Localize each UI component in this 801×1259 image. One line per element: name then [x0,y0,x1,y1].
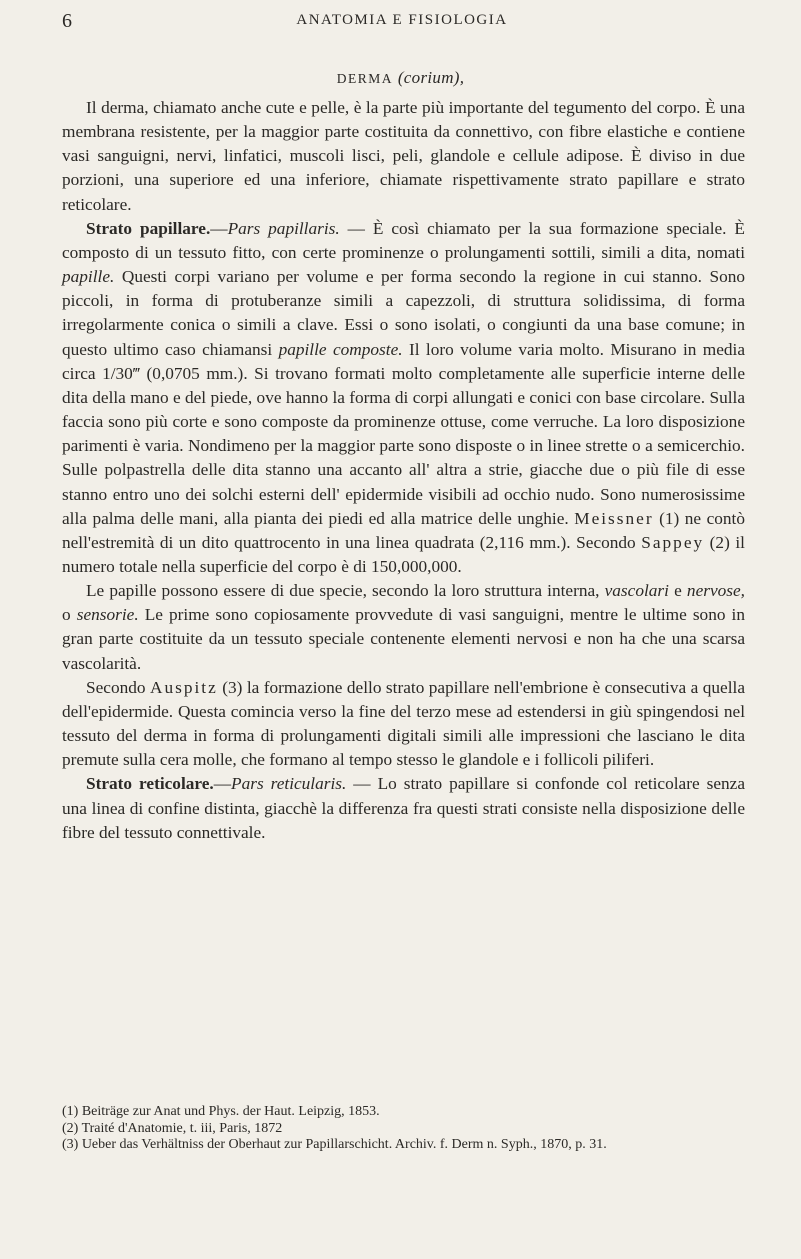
term-papille: papille. [62,267,115,287]
latin-pars-reticularis: Pars reticularis. [231,774,347,794]
text-segment: Il loro volume varia molto. Misurano in media circa 1/30‴ (0,0705 mm.). Si trovano formati molto completamente alle superficie interne delle dita della mano e del piede, ove hanno la forma di corpi allungati e conici con base circolare. Sulla faccia sono più corte e sono composte da prominenze ottuse, come verruche. La loro disposizione parimenti è varia. Nondimeno per la maggior parte sono disposte o in linee strette o a semicerchio. Sulle polpastrella delle dita stanno una accanto all' altra a strie, giacche due o più file di esse stanno entro uno dei solchi esterni dell' epidermide visibili ad occhio nudo. Sono numerosissime alla palma delle mani, alla pianta dei piedi ed alla matrice delle unghie. [62,339,746,528]
author-name-meissner: Meissner [574,508,654,528]
running-head [62,10,742,32]
footnote-2: (2) Traité d'Anatomie, t. iii, Paris, 1872 [62,1120,283,1136]
author-name-auspitz: Auspitz [149,677,218,697]
paragraph-auspitz [62,676,745,773]
text-segment: — Lo strato papillare si confonde col reticolare senza una linea di confine distinta, giacchè la differenza fra questi strati consiste nella disposizione delle fibre del tessuto connettivale. [62,774,745,842]
term-sensorie: sensorie. [76,605,139,625]
text-segment: Le prime sono copiosamente provvedute di vasi sanguigni, mentre le ultime sono in gran parte costituite da un tessuto speciale contenente elementi nervosi e non ha che una scarsa vascolarità. [62,605,745,673]
paragraph-derma-intro: Il derma, chiamato anche cute e pelle, è la parte più importante del tegumento del corpo. È una membrana resistente, per la maggior parte costituita da connettivo, con fibre elastiche e contiene vasi sanguigni, nervi, linfatici, muscoli lisci, peli, glandole e cellule adipose. È diviso in due porzioni, una superiore ed una inferiore, chiamate rispettivamente strato papillare e strato reticolare. [62,98,745,214]
paragraph-papille-specie [62,579,745,676]
text-segment: (1) ne contò nell'estremità di un dito quattrocento in una linea quadrata (2,116 mm.). Secondo [62,508,745,552]
term-vascolari: vascolari [604,581,669,601]
text-segment: (2) il numero totale nella superficie del corpo è di 150,000,000. [62,532,745,576]
text-segment: — È così chiamato per la sua formazione speciale. È composto di un tessuto fitto, con certe prominenze o prolungamenti sottili, simili a dita, nomati [62,218,745,262]
footnote-1: (1) Beiträge zur Anat und Phys. der Haut. Leipzig, 1853. [62,1104,380,1119]
subheading-strato-papillare: Strato papillare. [86,218,211,238]
body-text [62,96,745,845]
text-segment: (3) la formazione dello strato papillare nell'embrione è consecutiva a quella dell'epidermide. Questa comincia verso la fine del terzo mese ad estendersi in giù spingendosi nel tessuto del derma in forma di prolungamenti digitali simili alle impressioni che lasciano le dita premute sulla cera molle, che formano al tempo stesso le glandole e i follicoli piliferi. [62,677,745,770]
paragraph-strato-reticolare [62,772,745,844]
text-segment: e [668,581,687,601]
paragraph-strato-papillare [62,217,745,579]
section-title-latin: (corium), [397,68,465,87]
term-nervose: nervose, [686,581,745,601]
author-name-sappey: Sappey [641,532,705,552]
footnotes [62,1104,745,1154]
latin-pars-papillaris: Pars papillaris. [227,218,340,238]
subheading-dash: — [210,218,228,238]
page-number: 6 [62,10,72,32]
term-papille-composte: papille composte. [278,339,403,359]
text-segment: Le papille possono essere di due specie, secondo la loro struttura interna, [86,581,605,601]
subheading-dash: — [213,774,232,794]
running-title: ANATOMIA E FISIOLOGIA [296,12,508,28]
subheading-strato-reticolare: Strato reticolare. [86,774,214,794]
text-segment: Secondo [86,677,150,697]
text-segment: o [62,605,77,625]
section-title-prefix: DERMA [336,71,393,86]
footnote-3: (3) Ueber das Verhältniss der Oberhaut zur Papillarschicht. Archiv. f. Derm n. Syph., 1870, p. 31. [62,1137,607,1153]
section-title [0,68,801,88]
text-segment: Questi corpi variano per volume e per forma secondo la regione in cui stanno. Sono piccoli, in forma di protuberanze simili a capezzoli, di struttura solidissima, di forma irregolarmente conica o simili a clave. Essi o sono isolati, o congiunti da una base comune; in questo ultimo caso chiamansi [62,267,745,359]
